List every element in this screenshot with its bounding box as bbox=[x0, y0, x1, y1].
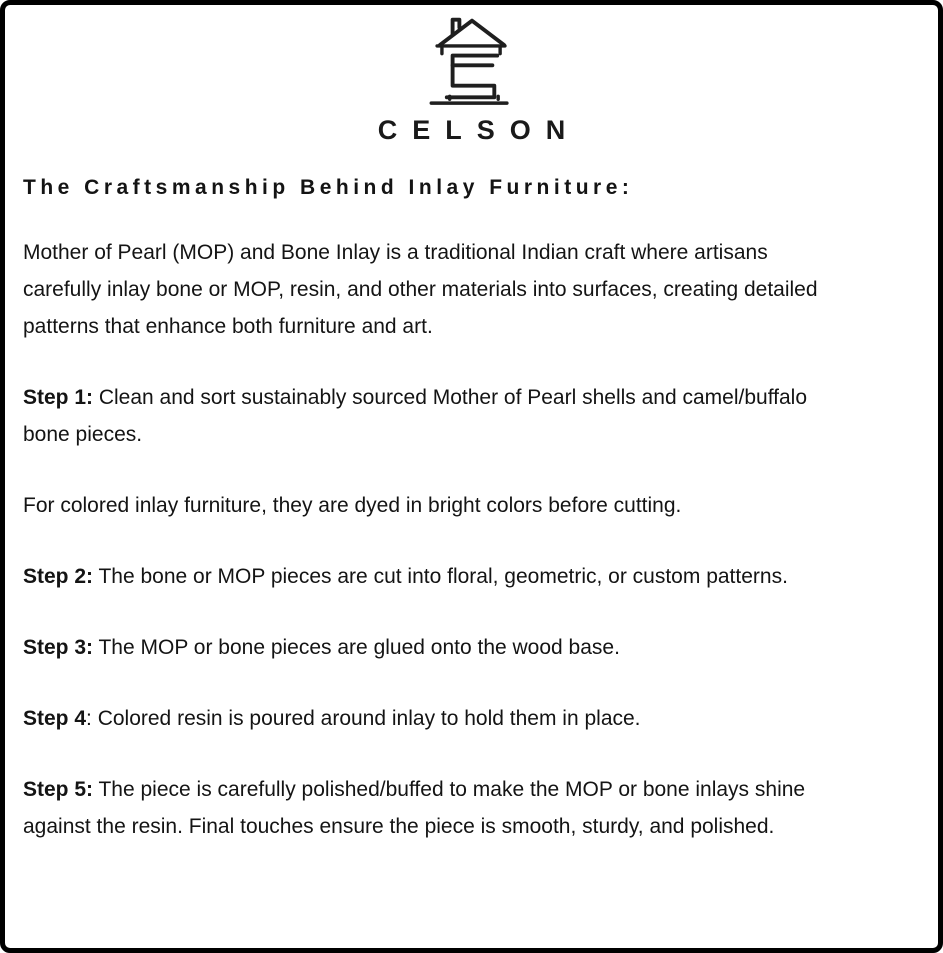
step-1-label: Step 1: bbox=[23, 386, 94, 409]
brand-name: CELSON bbox=[377, 115, 581, 145]
article-content bbox=[5, 176, 938, 845]
intro-paragraph bbox=[23, 234, 841, 345]
step-2-label: Step 2: bbox=[23, 565, 94, 588]
step-4-text: : Colored resin is poured around inlay to hold them in place. bbox=[86, 707, 641, 730]
step-5-paragraph bbox=[23, 771, 841, 845]
step-5-label: Step 5: bbox=[23, 778, 94, 801]
step-2-paragraph bbox=[23, 558, 841, 595]
page-title: The Craftsmanship Behind Inlay Furniture: bbox=[23, 176, 634, 199]
brand-header bbox=[5, 5, 938, 146]
step-5-text: The piece is carefully polished/buffed to make the MOP or bone inlays shine against the resin. Final touches ensure the piece is smooth, sturdy, and polished. bbox=[23, 778, 806, 838]
paragraph-text: Mother of Pearl (MOP) and Bone Inlay is a traditional Indian craft where artisans carefully inlay bone or MOP, resin, and other materials into surfaces, creating detailed patterns that enhance both furniture and art. bbox=[23, 241, 818, 338]
step-2-text: The bone or MOP pieces are cut into floral, geometric, or custom patterns. bbox=[93, 565, 788, 588]
step-3-text: The MOP or bone pieces are glued onto the wood base. bbox=[93, 636, 620, 659]
step-1-paragraph bbox=[23, 379, 841, 453]
step-1-text: Clean and sort sustainably sourced Mother of Pearl shells and camel/buffalo bone pieces. bbox=[23, 386, 808, 446]
logo-s-monogram bbox=[446, 56, 496, 98]
logo-roof bbox=[439, 21, 503, 45]
step-3-label: Step 3: bbox=[23, 636, 94, 659]
step-4-paragraph bbox=[23, 700, 841, 737]
house-s-monogram-icon bbox=[428, 10, 516, 107]
step-3-paragraph bbox=[23, 629, 841, 666]
step-4-label: Step 4 bbox=[23, 707, 87, 730]
colored-inlay-paragraph bbox=[23, 487, 841, 524]
paragraph-text: For colored inlay furniture, they are dyed in bright colors before cutting. bbox=[23, 494, 682, 517]
